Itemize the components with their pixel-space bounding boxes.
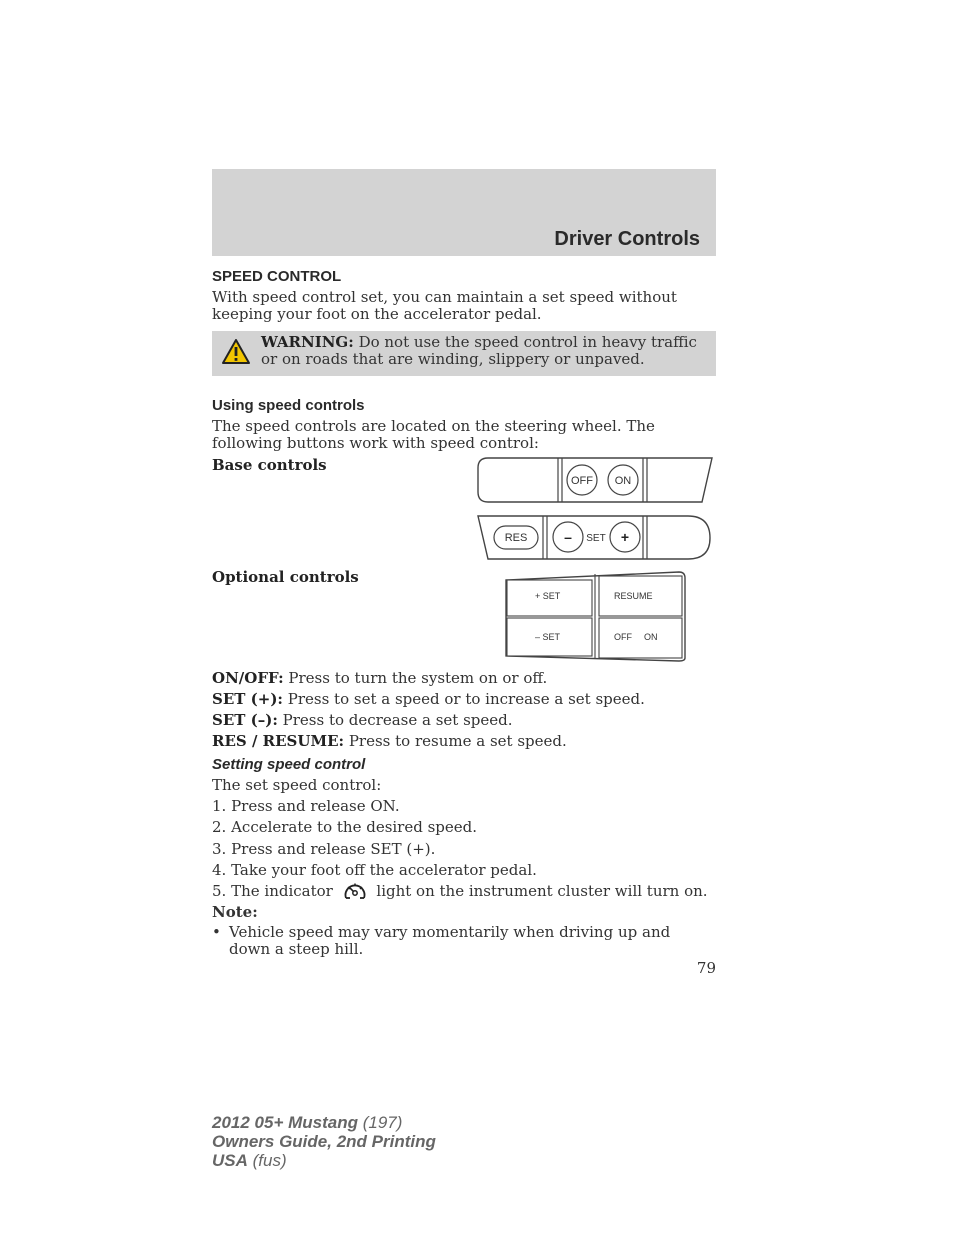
- minus-set-label: – SET: [535, 632, 561, 642]
- footer-line-3: [212, 1151, 436, 1170]
- res-button-label: RES: [504, 532, 528, 544]
- footer-market-code: (fus): [252, 1151, 287, 1170]
- warning-text: [261, 334, 711, 368]
- optional-controls-diagram: [503, 570, 687, 663]
- optional-controls-label: Optional controls: [212, 568, 359, 586]
- definition-text: Press to decrease a set speed.: [282, 711, 513, 729]
- plus-set-label: + SET: [535, 591, 561, 601]
- definition-term: ON/OFF:: [212, 669, 284, 687]
- page-number: 79: [696, 959, 716, 977]
- opt-off-label: OFF: [614, 632, 632, 642]
- section-title: SPEED CONTROL: [212, 268, 342, 285]
- footer-guide: Owners Guide, 2nd Printing: [212, 1132, 436, 1151]
- note-bullet: •: [212, 923, 221, 941]
- base-controls-diagram: [476, 456, 716, 564]
- subsection-text: The speed controls are located on the steering wheel. The following buttons work with speed control:: [212, 417, 655, 452]
- opt-on-label: ON: [644, 632, 658, 642]
- definition-term: SET (–):: [212, 711, 278, 729]
- definition-set-plus: [212, 691, 645, 708]
- warning-label: WARNING:: [261, 333, 354, 351]
- definition-text: Press to set a speed or to increase a set speed.: [287, 690, 645, 708]
- header-band: [212, 169, 716, 256]
- setting-step-2: 2. Accelerate to the desired speed.: [212, 818, 478, 836]
- minus-button-label: –: [564, 529, 572, 545]
- footer-model-code: (197): [362, 1113, 403, 1132]
- definition-text: Press to turn the system on or off.: [288, 669, 548, 687]
- step-5-after: light on the instrument cluster will turn on.: [376, 882, 708, 900]
- definition-on-off: [212, 670, 547, 687]
- document-footer: [212, 1113, 436, 1170]
- warning-triangle-icon: [221, 338, 251, 365]
- subsection-title: Using speed controls: [212, 397, 365, 414]
- setting-step-3: 3. Press and release SET (+).: [212, 840, 436, 858]
- warning-box: [212, 331, 716, 376]
- footer-line-1: [212, 1113, 436, 1132]
- speed-control-indicator-icon: [338, 883, 372, 900]
- note-label: Note:: [212, 903, 258, 921]
- definition-term: RES / RESUME:: [212, 732, 345, 750]
- section-intro: With speed control set, you can maintain a set speed without keeping your foot on the accelerator pedal.: [212, 288, 677, 323]
- off-button-label: OFF: [571, 475, 593, 487]
- footer-market: USA: [212, 1151, 248, 1170]
- page-header-title: Driver Controls: [554, 228, 700, 250]
- setting-step-4: 4. Take your foot off the accelerator pedal.: [212, 861, 537, 879]
- definition-term: SET (+):: [212, 690, 283, 708]
- note-text: Vehicle speed may vary momentarily when driving up and down a steep hill.: [229, 923, 671, 958]
- definition-resume: [212, 733, 567, 750]
- resume-label: RESUME: [614, 591, 653, 601]
- definition-text: Press to resume a set speed.: [348, 732, 567, 750]
- warning-body: Do not use the speed control in heavy traffic or on roads that are winding, slippery or unpaved.: [261, 333, 697, 368]
- setting-intro: The set speed control:: [212, 776, 382, 794]
- definition-set-minus: [212, 712, 513, 729]
- base-controls-label: Base controls: [212, 456, 327, 474]
- setting-title: Setting speed control: [212, 756, 366, 773]
- on-button-label: ON: [614, 475, 632, 487]
- plus-button-label: +: [620, 529, 630, 545]
- footer-model: 2012 05+ Mustang: [212, 1113, 358, 1132]
- setting-step-1: 1. Press and release ON.: [212, 797, 400, 815]
- set-label: SET: [586, 533, 606, 544]
- footer-line-2: [212, 1132, 436, 1151]
- setting-step-5: [212, 883, 708, 900]
- step-5-before: 5. The indicator: [212, 882, 333, 900]
